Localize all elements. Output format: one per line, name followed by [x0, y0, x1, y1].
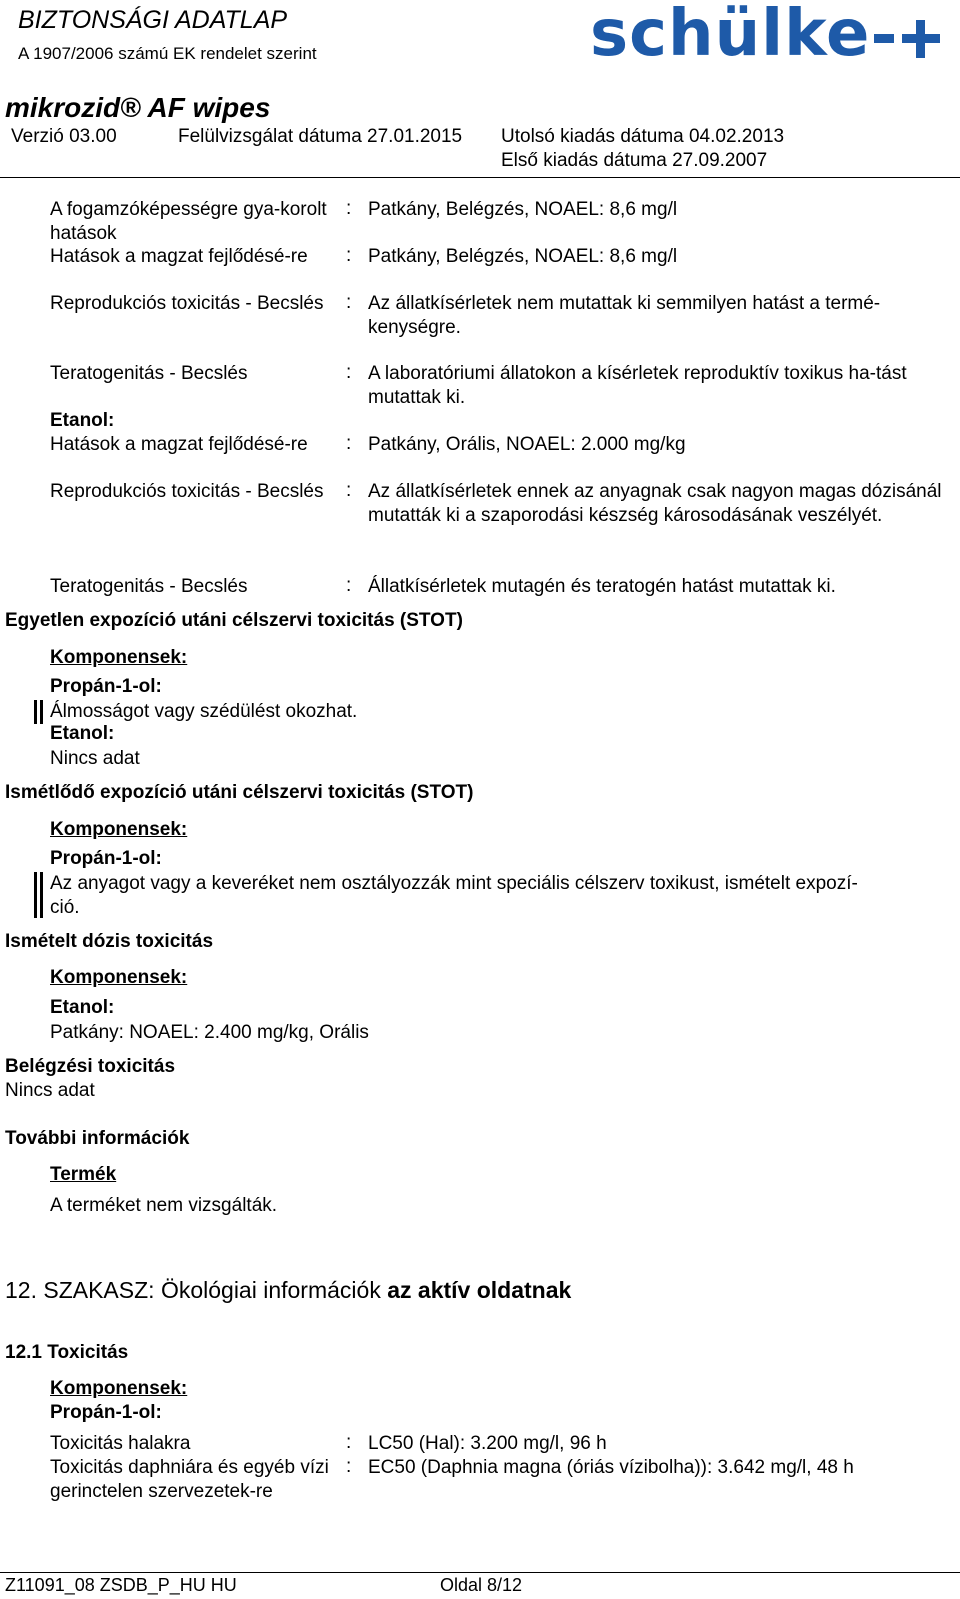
further-info-heading: További információk: [5, 1128, 190, 1149]
last-issue-date: Utolsó kiadás dátuma 04.02.2013: [501, 126, 785, 147]
repeated-dose-heading: Ismételt dózis toxicitás: [5, 931, 214, 952]
stot-repeated-text-line2: ció.: [50, 897, 80, 918]
regulation-text: A 1907/2006 számú EK rendelet szerint: [18, 44, 317, 63]
etanol-heading: Etanol:: [50, 410, 115, 431]
stot-single-propanol-text: Álmosságot vagy szédülést okozhat.: [50, 701, 358, 722]
further-info-text: A terméket nem vizsgálták.: [50, 1195, 278, 1216]
colon: :: [346, 362, 352, 383]
stot-single-propanol: Propán-1-ol:: [50, 676, 162, 697]
section12-heading-part1: 12. SZAKASZ: Ökológiai információk: [5, 1277, 388, 1303]
change-marker: [34, 700, 37, 724]
repeated-dose-components: Komponensek:: [50, 967, 188, 988]
etanol-value-teratogenicity: Állatkísérletek mutagén és teratogén hatást mutattak ki.: [368, 576, 836, 597]
section12-components: Komponensek:: [50, 1378, 188, 1399]
colon: :: [346, 245, 352, 266]
footer-divider: [0, 1572, 960, 1573]
further-info-product: Termék: [50, 1164, 117, 1185]
daphnia-toxicity-value: EC50 (Daphnia magna (óriás vízibolha)): 3.642 mg/l, 48 h: [368, 1457, 854, 1478]
repro-label-fetal: Hatások a magzat fejlődésé-re: [50, 246, 308, 267]
colon: :: [346, 575, 352, 596]
section12-propanol: Propán-1-ol:: [50, 1402, 162, 1423]
repeated-dose-text: Patkány: NOAEL: 2.400 mg/kg, Orális: [50, 1022, 369, 1043]
toxicity-subheading: 12.1 Toxicitás: [5, 1342, 129, 1363]
etanol-label-assessment: Reprodukciós toxicitás - Becslés: [50, 481, 324, 502]
stot-repeated-text-line1: Az anyagot vagy a keveréket nem osztályozzák mint speciális célszerv toxikust, ismételt expozí-: [50, 873, 858, 894]
stot-repeated-heading: Ismétlődő expozíció utáni célszervi toxicitás (STOT): [5, 782, 474, 803]
inhalation-text: Nincs adat: [5, 1080, 95, 1101]
change-marker: [40, 700, 43, 724]
stot-single-heading: Egyetlen expozíció utáni célszervi toxicitás (STOT): [5, 610, 463, 631]
colon: :: [346, 1432, 352, 1453]
repro-label-fertility: A fogamzóképességre gya-korolt hatások: [50, 199, 327, 244]
stot-repeated-components: Komponensek:: [50, 819, 188, 840]
stot-single-etanol: Etanol:: [50, 723, 115, 744]
stot-single-etanol-text: Nincs adat: [50, 748, 140, 769]
fish-toxicity-value: LC50 (Hal): 3.200 mg/l, 96 h: [368, 1433, 607, 1454]
repro-value-teratogenicity: A laboratóriumi állatokon a kísérletek reproduktív toxikus ha-tást mutattak ki.: [368, 363, 907, 408]
revision-date: Felülvizsgálat dátuma 27.01.2015: [178, 126, 463, 147]
etanol-label-fetal: Hatások a magzat fejlődésé-re: [50, 434, 308, 455]
schulke-arrow-logo-icon: [872, 14, 944, 64]
version: Verzió 03.00: [11, 126, 117, 147]
document-title: BIZTONSÁGI ADATLAP: [18, 6, 288, 34]
colon: :: [346, 198, 352, 219]
header-divider: [0, 177, 960, 178]
inhalation-heading: Belégzési toxicitás: [5, 1056, 176, 1077]
schulke-logo: schülke: [590, 0, 871, 71]
colon: :: [346, 292, 352, 313]
section12-heading-part2: az aktív oldatnak: [387, 1277, 572, 1303]
colon: :: [346, 1456, 352, 1477]
etanol-label-teratogenicity: Teratogenitás - Becslés: [50, 576, 248, 597]
repro-label-teratogenicity: Teratogenitás - Becslés: [50, 363, 248, 384]
change-marker: [34, 872, 37, 918]
document-code: Z11091_08 ZSDB_P_HU HU: [5, 1575, 237, 1595]
product-name: mikrozid® AF wipes: [5, 92, 271, 123]
etanol-value-assessment: Az állatkísérletek ennek az anyagnak csak nagyon magas dózisánál mutatták ki a szaporodási készség károsodásának veszélyét.: [368, 481, 942, 526]
repro-value-fetal: Patkány, Belégzés, NOAEL: 8,6 mg/l: [368, 246, 678, 267]
change-marker: [40, 872, 43, 918]
page-number: Oldal 8/12: [440, 1575, 523, 1595]
colon: :: [346, 480, 352, 501]
repro-value-assessment: Az állatkísérletek nem mutattak ki semmilyen hatást a termé-kenységre.: [368, 293, 881, 338]
daphnia-toxicity-label: Toxicitás daphniára és egyéb vízi gerinctelen szervezetek-re: [50, 1457, 329, 1502]
etanol-value-fetal: Patkány, Orális, NOAEL: 2.000 mg/kg: [368, 434, 686, 455]
first-issue-date: Első kiadás dátuma 27.09.2007: [501, 150, 768, 171]
stot-single-components: Komponensek:: [50, 647, 188, 668]
repro-value-fertility: Patkány, Belégzés, NOAEL: 8,6 mg/l: [368, 199, 678, 220]
repro-label-assessment: Reprodukciós toxicitás - Becslés: [50, 293, 324, 314]
repeated-dose-etanol: Etanol:: [50, 997, 115, 1018]
stot-repeated-propanol: Propán-1-ol:: [50, 848, 162, 869]
fish-toxicity-label: Toxicitás halakra: [50, 1433, 191, 1454]
section12-heading: [5, 1277, 571, 1304]
colon: :: [346, 433, 352, 454]
